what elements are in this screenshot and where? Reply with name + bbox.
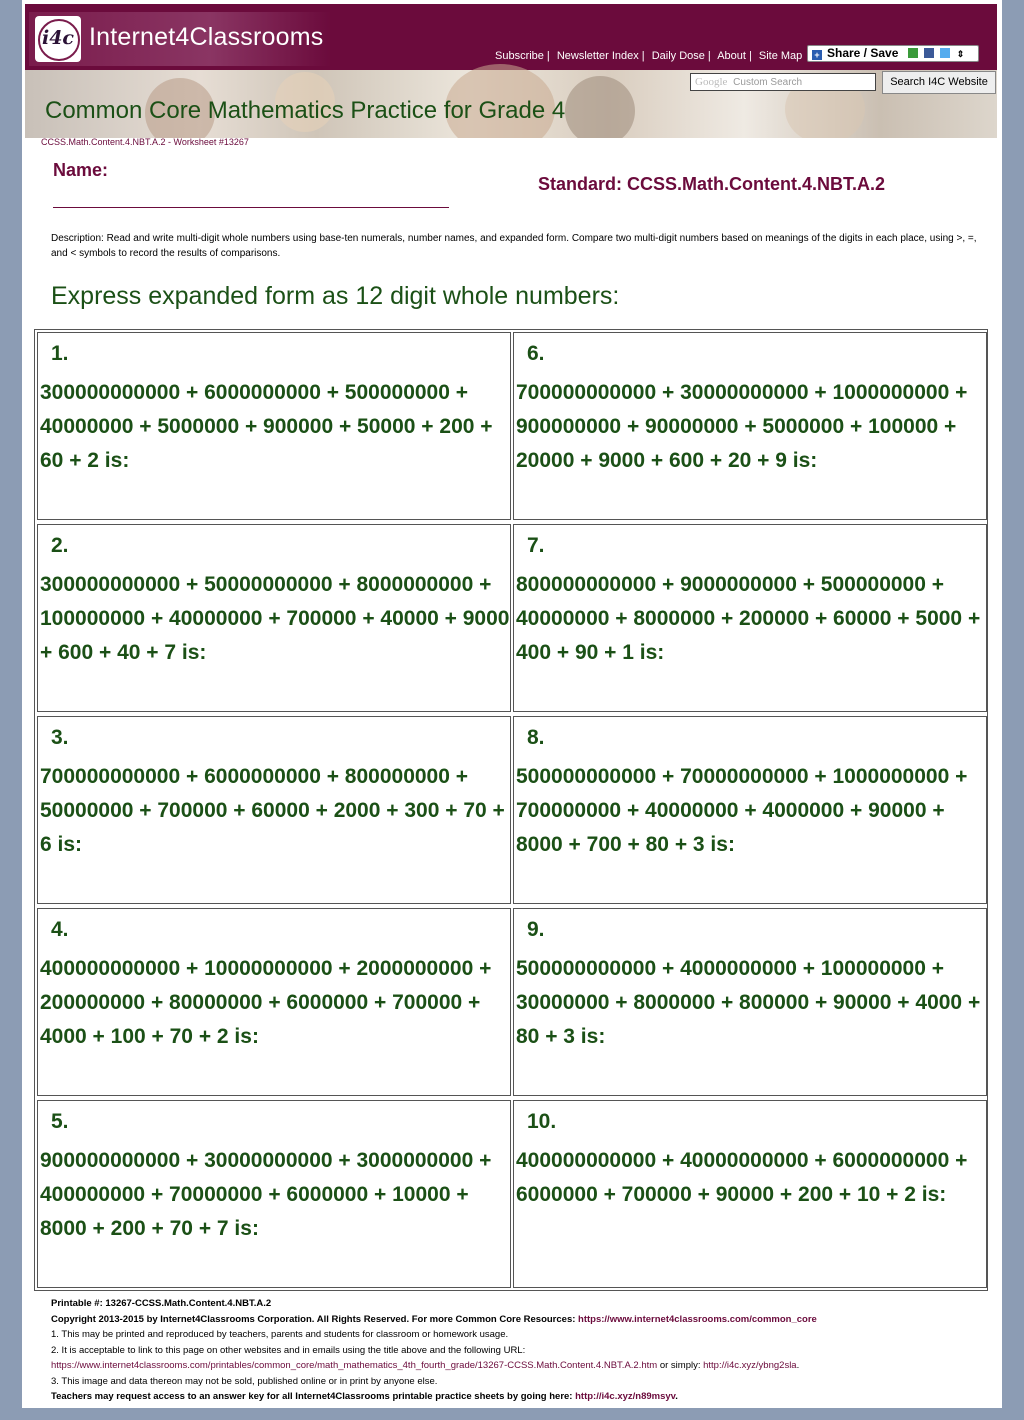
worksheet-page (22, 0, 1002, 1408)
problem-cell (37, 716, 511, 904)
problem-number: 5. (51, 1110, 69, 1133)
share-email-icon (908, 48, 918, 58)
nav-daily-dose[interactable]: Daily Dose (651, 50, 705, 62)
name-line (53, 207, 449, 208)
printable-number: Printable #: 13267-CCSS.Math.Content.4.NBT.A.2 (51, 1298, 272, 1309)
problem-number: 9. (527, 918, 545, 941)
problem-cell (37, 524, 511, 712)
url-connector-text: or simply: (657, 1360, 704, 1371)
logo-badge-text: i4c (41, 27, 74, 49)
instruction-heading: Express expanded form as 12 digit whole numbers: (51, 282, 620, 310)
usage-line-1: 1. This may be printed and reproduced by teachers, parents and students for classroom or homework usage. (51, 1329, 509, 1340)
nav-about[interactable]: About (717, 50, 746, 62)
facebook-icon (924, 48, 934, 58)
problem-text: 300000000000 + 6000000000 + 500000000 + 40000000 + 5000000 + 900000 + 50000 + 200 + 60 + 2 is: (40, 381, 493, 472)
twitter-icon (940, 48, 950, 58)
problem-text: 400000000000 + 10000000000 + 2000000000 + 200000000 + 80000000 + 6000000 + 700000 + 4000 + 100 + 70 + 2 is: (40, 957, 492, 1048)
answer-key-line: Teachers may request access to an answer key for all Internet4Classrooms printable practice sheets by going here: http://i4c.xyz/n89msyv. (51, 1391, 678, 1402)
problem-text: 700000000000 + 6000000000 + 800000000 + 50000000 + 700000 + 60000 + 2000 + 300 + 70 + 6 is: (40, 765, 505, 856)
copyright-text: Copyright 2013-2015 by Internet4Classrooms Corporation. All Rights Reserved. For more Common Core Resources: (51, 1313, 576, 1325)
problem-number: 6. (527, 342, 545, 365)
problem-text: 700000000000 + 30000000000 + 1000000000 + 900000000 + 90000000 + 5000000 + 100000 + 20000 + 9000 + 600 + 20 + 9 is: (516, 381, 968, 472)
problem-cell (513, 908, 987, 1096)
problem-text: 500000000000 + 4000000000 + 100000000 + 30000000 + 8000000 + 800000 + 90000 + 4000 + 80 + 3 is: (516, 957, 981, 1048)
problem-cell (513, 524, 987, 712)
search-input[interactable] (690, 73, 876, 91)
problem-text: 800000000000 + 9000000000 + 500000000 + 40000000 + 8000000 + 200000 + 60000 + 5000 + 400 + 90 + 1 is: (516, 573, 981, 664)
i4c-logo-icon (35, 16, 81, 62)
chevron-updown-icon: ⇕ (956, 49, 965, 59)
page-title: Common Core Mathematics Practice for Grade 4 (45, 97, 566, 124)
problem-cell (513, 716, 987, 904)
nav-newsletter-index[interactable]: Newsletter Index (556, 50, 639, 62)
common-core-link[interactable]: https://www.internet4classrooms.com/common_core (578, 1313, 817, 1325)
description-text: Description: Read and write multi-digit whole numbers using base-ten numerals, number names, and expanded form. Compare two multi-digit numbers based on meanings of the digits in each place, using >, =, and < symbols to record the results of comparisons. (51, 233, 977, 259)
site-header (25, 4, 997, 138)
top-navigation: Subscribe | Newsletter Index | Daily Dose | About | Site Map (495, 50, 803, 62)
nav-subscribe[interactable]: Subscribe (495, 50, 544, 62)
problem-number: 8. (527, 726, 545, 749)
problem-text: 500000000000 + 70000000000 + 1000000000 + 700000000 + 40000000 + 4000000 + 90000 + 8000 + 700 + 80 + 3 is: (516, 765, 968, 856)
share-save-button[interactable] (807, 45, 979, 62)
standard-label: Standard: CCSS.Math.Content.4.NBT.A.2 (538, 174, 886, 194)
problem-text: 900000000000 + 30000000000 + 3000000000 + 400000000 + 70000000 + 6000000 + 10000 + 8000 + 200 + 70 + 7 is: (40, 1149, 492, 1240)
problem-grid (34, 329, 988, 1291)
problem-number: 7. (527, 534, 545, 557)
problem-cell (37, 1100, 511, 1288)
breadcrumb[interactable]: CCSS.Math.Content.4.NBT.A.2 - Worksheet #13267 (41, 137, 249, 147)
search-button[interactable]: Search I4C Website (882, 71, 996, 94)
usage-line-2-urls: https://www.internet4classrooms.com/printables/common_core/math_mathematics_4th_fourth_grade/13267-CCSS.Math.Content.4.NBT.A.2.htm or simply: http://i4c.xyz/ybng2sla. (51, 1360, 800, 1371)
problem-cell (513, 1100, 987, 1288)
site-logo[interactable] (29, 12, 331, 66)
short-url-link[interactable]: http://i4c.xyz/ybng2sla (703, 1360, 797, 1371)
problem-number: 2. (51, 534, 69, 557)
problem-text: 300000000000 + 50000000000 + 8000000000 + 100000000 + 40000000 + 700000 + 40000 + 9000 + 600 + 40 + 7 is: (40, 573, 510, 664)
problem-number: 1. (51, 342, 69, 365)
name-label: Name: (53, 160, 109, 180)
problem-number: 4. (51, 918, 69, 941)
copyright-line (51, 1312, 995, 1328)
share-label: Share / Save (827, 46, 899, 60)
problem-text: 400000000000 + 40000000000 + 6000000000 + 6000000 + 700000 + 90000 + 200 + 10 + 2 is: (516, 1149, 968, 1206)
share-plus-icon: + (812, 50, 822, 60)
usage-line-3: 3. This image and data thereon may not be sold, published online or in print by anyone else. (51, 1375, 438, 1387)
answer-key-text: Teachers may request access to an answer key for all Internet4Classrooms printable practice sheets by going here: (51, 1391, 573, 1402)
nav-site-map[interactable]: Site Map (758, 50, 803, 62)
problem-cell (37, 332, 511, 520)
problem-number: 3. (51, 726, 69, 749)
search-placeholder: Custom Search (733, 77, 803, 88)
google-brand-text: Google (695, 76, 728, 88)
footer (51, 1296, 995, 1405)
problem-cell (37, 908, 511, 1096)
problem-cell (513, 332, 987, 520)
problem-number: 10. (527, 1110, 557, 1133)
answer-key-link[interactable]: http://i4c.xyz/n89msyv (575, 1391, 676, 1402)
usage-line-2: 2. It is acceptable to link to this page on other websites and in emails using the title above and the following URL: (51, 1344, 526, 1356)
logo-text: Internet4Classrooms (89, 23, 324, 51)
worksheet-url-link[interactable]: https://www.internet4classrooms.com/printables/common_core/math_mathematics_4th_fourth_grade/13267-CCSS.Math.Content.4.NBT.A.2.htm (51, 1360, 658, 1371)
